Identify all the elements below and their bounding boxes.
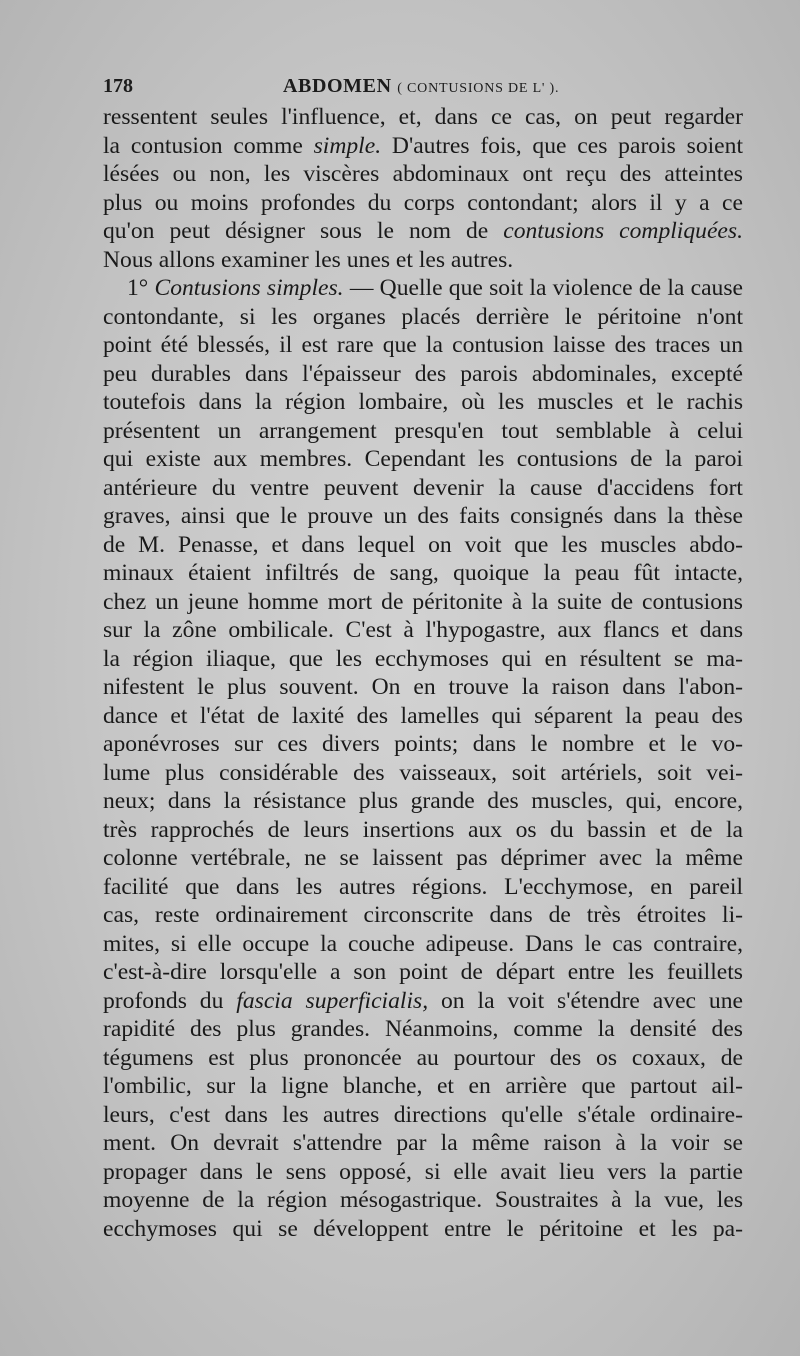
line-text: l'ombilic, sur la ligne blanche, et en arrière que partout ail- (103, 1073, 743, 1099)
line-text: de M. Penasse, et dans lequel on voit que les muscles abdo- (103, 531, 743, 558)
text-line (103, 1015, 743, 1044)
line-text: point été blessés, il est rare que la contusion laisse des traces un (103, 332, 743, 358)
text-line (103, 759, 743, 788)
line-text: chez un jeune homme mort de péritonite à la suite de contusions (103, 588, 743, 615)
line-text: lésées ou non, les viscères abdominaux ont reçu des atteintes (103, 161, 743, 187)
text-line (103, 958, 743, 987)
line-text: qu'on peut désigner sous le nom de (103, 218, 504, 244)
text-line (103, 246, 743, 275)
text-line (103, 559, 743, 588)
line-text: qui existe aux membres. Cependant les contusions de la paroi (103, 446, 743, 472)
line-text: facilité que dans les autres régions. L'ecchymose, en pareil (103, 873, 743, 900)
line-text: présentent un arrangement presqu'en tout semblable à celui (103, 417, 743, 444)
line-text: Nous allons examiner les unes et les autres. (103, 246, 514, 273)
text-line (103, 673, 743, 702)
line-text: colonne vertébrale, ne se laissent pas déprimer avec la même (103, 845, 743, 871)
line-text: lume plus considérable des vaisseaux, soit artériels, soit vei- (103, 759, 743, 786)
running-header (103, 70, 743, 104)
line-text: la région iliaque, que les ecchymoses qui en résultent se ma- (103, 645, 743, 672)
text-line (103, 787, 743, 816)
text-line (103, 730, 743, 759)
text-line (103, 1101, 743, 1130)
line-text: leurs, c'est dans les autres directions qu'elle s'étale ordinaire- (103, 1101, 743, 1128)
line-text: D'autres fois, que ces parois soient (381, 132, 743, 159)
line-text: profonds du (103, 987, 237, 1014)
line-text: ecchymoses qui se développent entre le péritoine et les pa- (103, 1215, 743, 1242)
line-text: rapidité des plus grandes. Néanmoins, comme la densité des (103, 1016, 743, 1042)
line-text: contondante, si les organes placés derrière le péritoine n'ont (103, 303, 743, 330)
text-line (103, 360, 743, 389)
line-text: aponévroses sur ces divers points; dans le nombre et le vo- (103, 731, 743, 757)
line-text: c'est-à-dire lorsqu'elle a son point de départ entre les feuillets (103, 959, 743, 985)
running-title (283, 75, 559, 98)
line-text: sur la zône ombilicale. C'est à l'hypogastre, aux flancs et dans (103, 617, 743, 643)
text-line (103, 103, 743, 132)
running-title-sub: ( CONTUSIONS DE L' ). (397, 81, 560, 96)
text-line (103, 616, 743, 645)
text-line (103, 1186, 743, 1215)
text-line (103, 531, 743, 560)
text-line (103, 1215, 743, 1244)
text-line (103, 1129, 743, 1158)
line-text: la contusion comme (103, 132, 314, 159)
text-line (103, 274, 743, 303)
text-line (103, 901, 743, 930)
text-line (103, 1158, 743, 1187)
line-text: neux; dans la résistance plus grande des muscles, qui, encore, (103, 788, 743, 814)
text-line (103, 474, 743, 503)
text-line (103, 588, 743, 617)
italic-text: contusions compliquées. (503, 218, 743, 244)
text-line (103, 873, 743, 902)
line-text: cas, reste ordinairement circonscrite dans de très étroites li- (103, 902, 743, 928)
text-line (103, 987, 743, 1016)
text-line (103, 388, 743, 417)
text-line (103, 417, 743, 446)
line-text: graves, ainsi que le prouve un des faits consignés dans la thèse (103, 503, 743, 529)
line-text: mites, si elle occupe la couche adipeuse. Dans le cas contraire, (103, 930, 743, 957)
line-text: — Quelle que soit la violence de la cause (343, 275, 743, 301)
running-title-main: ABDOMEN (283, 75, 392, 97)
italic-text: Contusions simples. (154, 275, 344, 301)
text-line (103, 132, 743, 161)
line-text: peu durables dans l'épaisseur des parois abdominales, excepté (103, 360, 743, 387)
body-text (103, 103, 743, 1243)
page-number: 178 (103, 75, 133, 97)
line-text: propager dans le sens opposé, si elle avait lieu vers la partie (103, 1158, 743, 1185)
line-text: tégumens est plus prononcée au pourtour des os coxaux, de (103, 1044, 743, 1071)
text-line (103, 160, 743, 189)
line-text: très rapprochés de leurs insertions aux os du bassin et de la (103, 816, 743, 843)
italic-text: simple. (313, 132, 382, 159)
line-text: nifestent le plus souvent. On en trouve la raison dans l'abon- (103, 674, 743, 700)
text-line (103, 217, 743, 246)
text-line (103, 930, 743, 959)
text-line (103, 1072, 743, 1101)
line-text: plus ou moins profondes du corps contondant; alors il y a ce (103, 189, 743, 216)
text-line (103, 844, 743, 873)
line-text: ressentent seules l'influence, et, dans ce cas, on peut regarder (103, 104, 743, 130)
line-text: 1° (127, 275, 155, 301)
text-line (103, 1044, 743, 1073)
text-line (103, 816, 743, 845)
text-line (103, 189, 743, 218)
line-text: dance et l'état de laxité des lamelles qui séparent la peau des (103, 702, 743, 729)
text-line (103, 303, 743, 332)
line-text: on la voit s'étendre avec une (428, 987, 743, 1014)
text-line (103, 445, 743, 474)
line-text: antérieure du ventre peuvent devenir la cause d'accidens fort (103, 474, 743, 501)
text-line (103, 645, 743, 674)
line-text: toutefois dans la région lombaire, où les muscles et le rachis (103, 389, 743, 415)
text-line (103, 331, 743, 360)
text-line (103, 502, 743, 531)
line-text: moyenne de la région mésogastrique. Soustraites à la vue, les (103, 1187, 743, 1213)
italic-text: fascia superficialis, (236, 987, 429, 1014)
line-text: ment. On devrait s'attendre par la même raison à la voir se (103, 1130, 743, 1156)
text-line (103, 702, 743, 731)
line-text: minaux étaient infiltrés de sang, quoique la peau fût intacte, (103, 560, 743, 586)
